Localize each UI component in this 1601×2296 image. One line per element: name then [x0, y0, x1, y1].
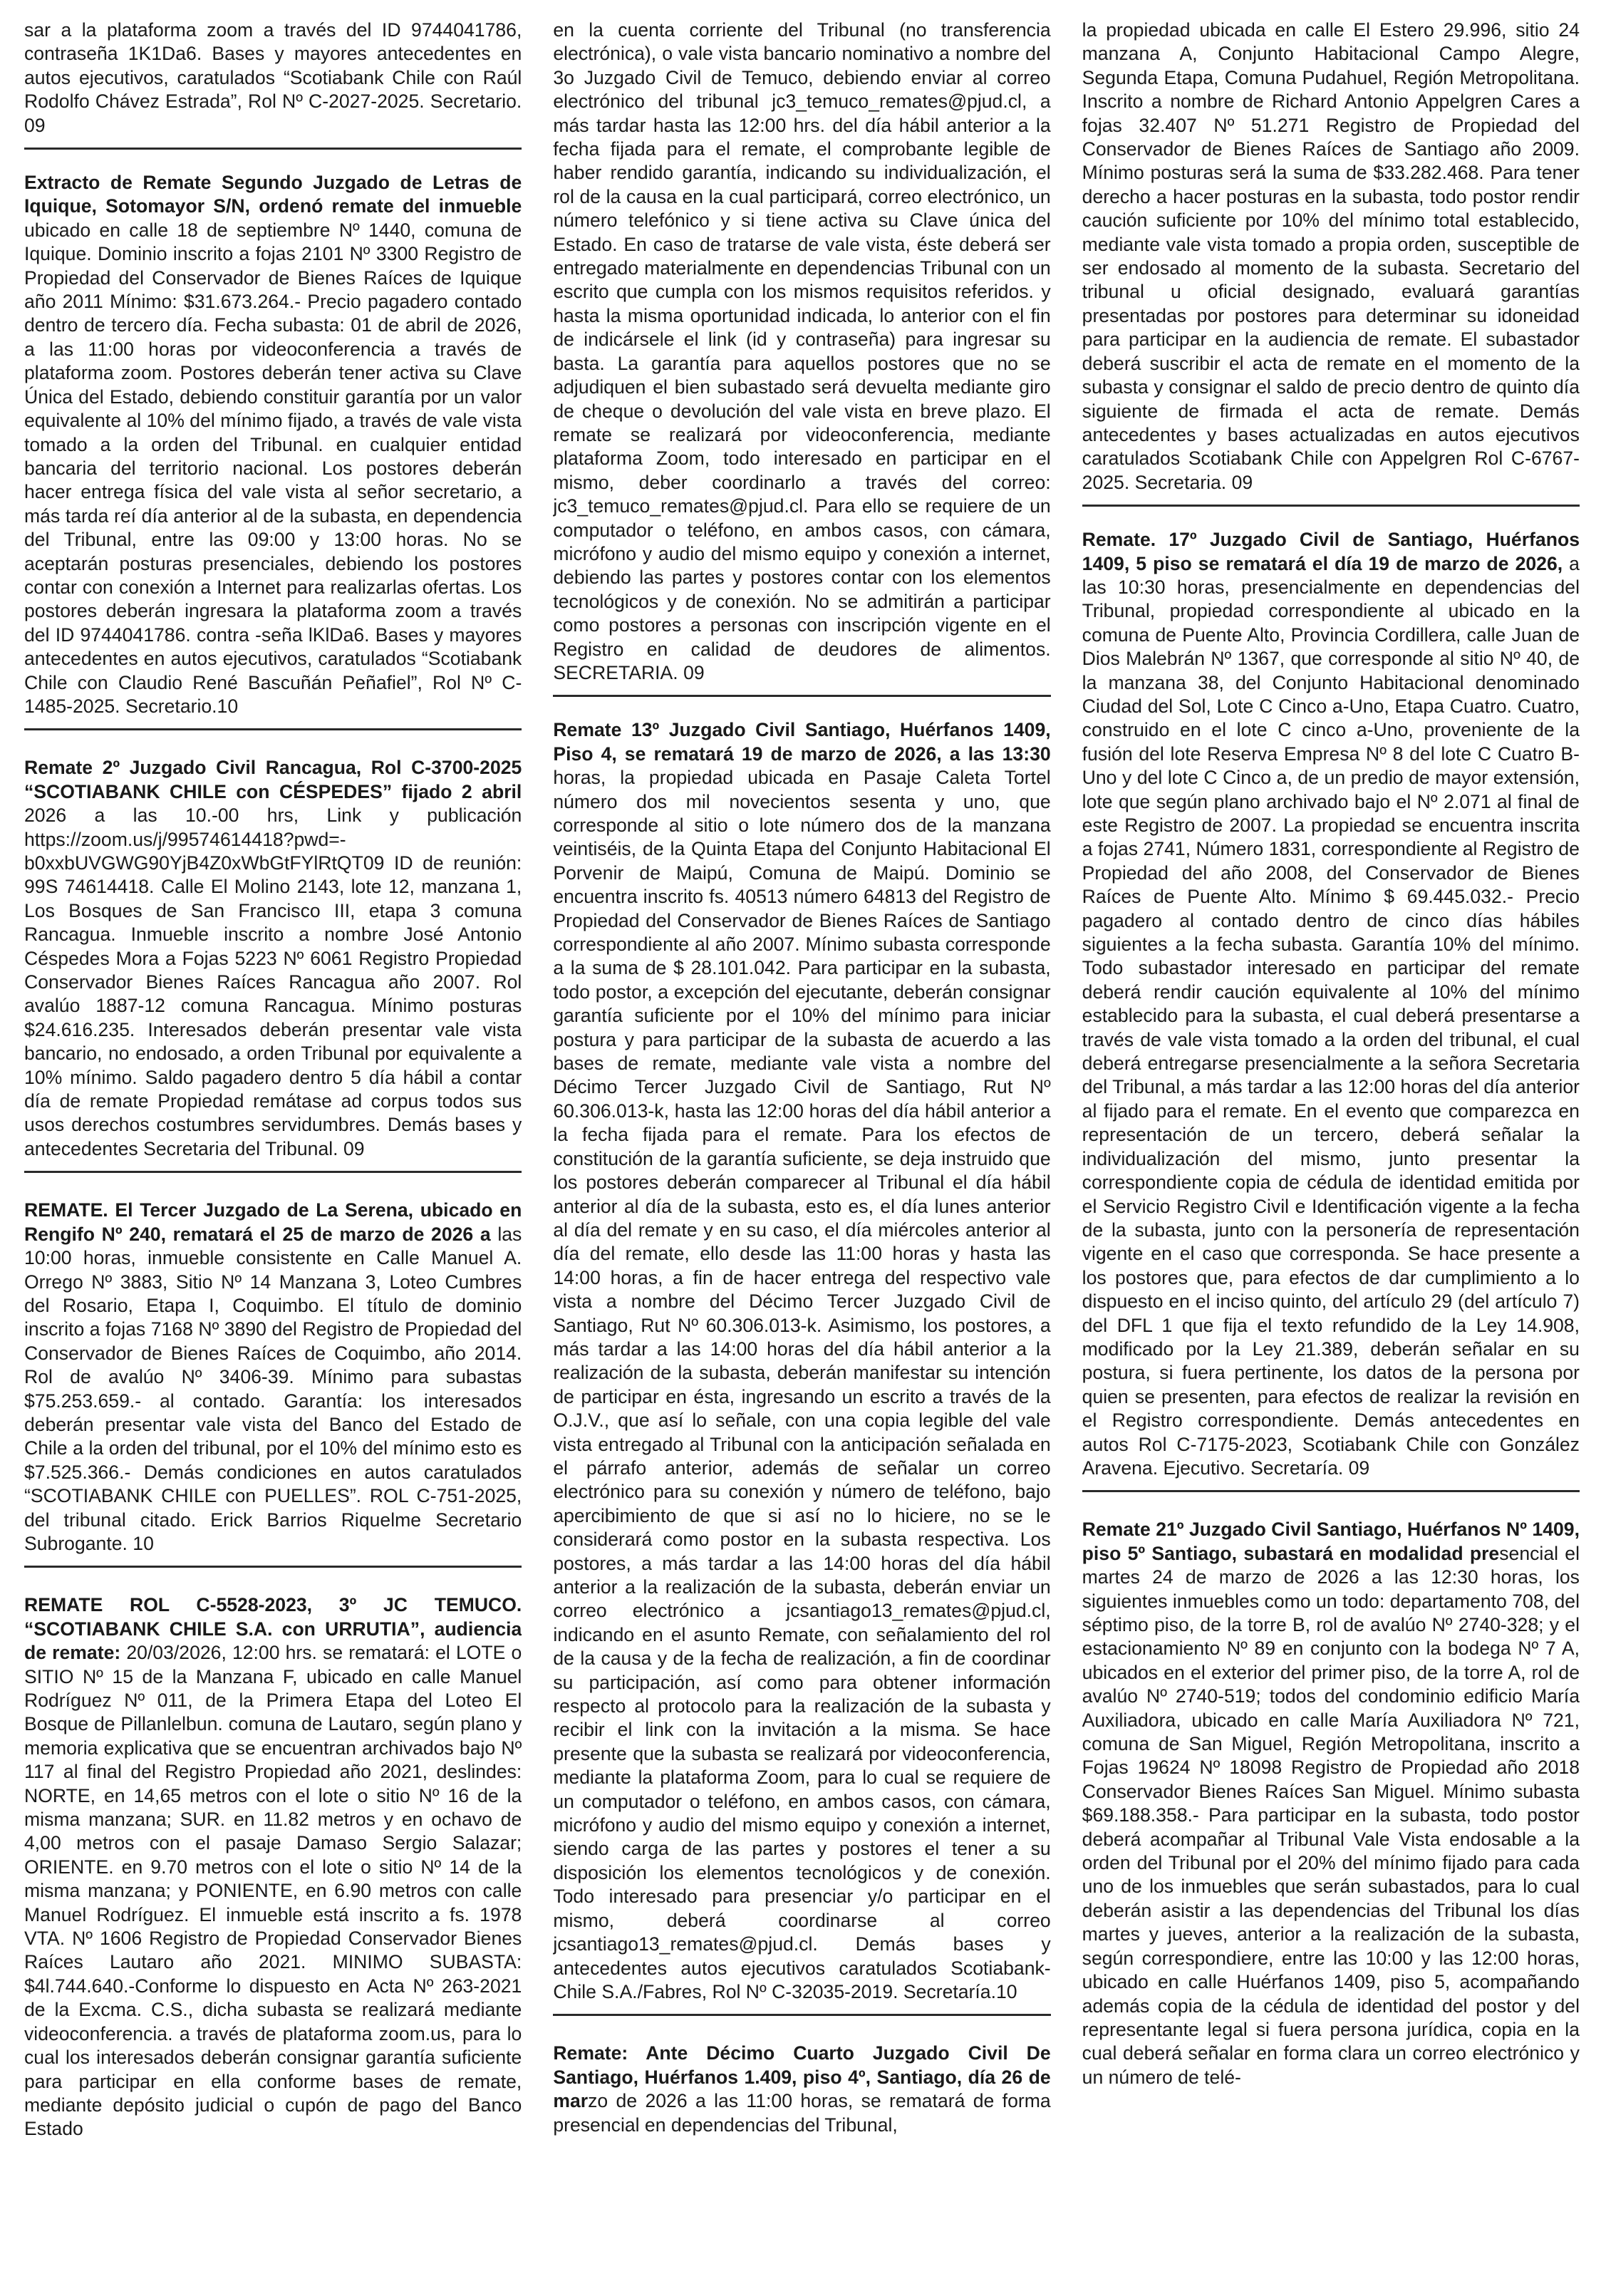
notice-body: a las 10:30 horas, presencialmente en dependencias del Tribunal, propiedad correspondiente al ubicado en la comuna de Puente Alto, Provincia Cordillera, calle Juan de Dios Malebrán Nº 1367, que corresponde al sitio Nº 40, de la manzana 38, del Conjunto Habitacional denominado Ciudad del Sol, Lote C Cinco a-Uno, Etapa Cuatro. Cuatro, construido en el lote C cinco a-Uno, proveniente de la fusión del lote Reserva Empresa Nº 8 del lote C Cuatro B-Uno y del lote C Cinco a, de un predio de mayor extensión, lote que según plano archivado bajo el Nº 2.071 al final de este Registro de 2007. La propiedad se encuentra inscrita a fojas 2741, Número 1831, correspondiente al Registro de Propiedad del año 2008, del Conservador de Bienes Raíces de Puente Alto. Mínimo $ 69.445.032.- Precio pagadero al contado dentro de cinco días hábiles siguientes a la fecha subasta. Garantía 10% del mínimo. Todo subastador interesado en participar del remate deberá rendir caución equivalente al 10% del mínimo establecido para la subasta, el cual deberá presentarse a través de vale vista tomado a la orden del tribunal, el cual deberá entregarse presencialmente a la señora Secretaria del Tribunal, a más tardar a las 12:00 horas del día anterior al fijado para el remate. En el evento que comparezca en representación de un tercero, deberá señalar la individualización del mismo, junto presentar la correspondiente copia de cédula de identidad emitida por el Servicio Registro Civil e Identificación vigente a la fecha de la subasta, junto con la personería de representación vigente en el caso que corresponda. Se hace presente a los postores que, para efectos de dar cumplimiento a lo dispuesto en el inciso quinto, del artículo 29 (del artículo 7) del DFL 1 que fija el texto refundido de la Ley 14.908, modificado por la Ley 21.389, deberán señalar en su postura, si fuera pertinente, los datos de la persona por quien se presenten, para efectos de realizar la revisión en el Registro correspondiente. Demás antecedentes en autos Rol C-7175-2023, Scotiabank Chile con González Aravena. Ejecutivo. Secretaría. 09	[1082, 552, 1580, 1479]
notice-continuation	[553, 19, 1050, 697]
notice-text	[24, 1593, 522, 2141]
column-3	[1082, 19, 1580, 2296]
notice-text	[24, 756, 522, 1161]
notice-body: 20/03/2026, 12:00 hrs. se rematará: el LOTE o SITIO Nº 15 de la Manzana F, ubicado en calle Manuel Rodríguez Nº 011, de la Primera Etapa del Loteo El Bosque de Pillanlelbun. comuna de Lautaro, según plano y memoria explicativa que se encuentran archivados bajo Nº 117 al final del Registro Propiedad año 2021, deslindes: NORTE, en 14,65 metros con el lote o sitio Nº 16 de la misma manzana; SUR. en 11.82 metros y en ochavo de 4,00 metros con el pasaje Damaso Sergio Salazar; ORIENTE. en 9.70 metros con el lote o sitio Nº 14 de la misma manzana; y PONIENTE, en 6.90 metros con calle Manuel Rodríguez. El inmueble está inscrito a fs. 1978 VTA. Nº 1606 Registro de Propiedad Conservador Bienes Raíces Lautaro año 2021. MINIMO SUBASTA: $4l.744.640.-Conforme lo dispuesto en Acta Nº 263-2021 de la Excma. C.S., dicha subasta se realizará mediante videoconferencia. a través de plataforma zoom.us, para lo cual los interesados deberán consignar garantía suficiente para participar en ella conforme bases de remate, mediante depósito judicial o cupón de pago del Banco Estado	[24, 1642, 522, 2140]
notice-heading: REMATE. El Tercer Juzgado de La Serena, ubicado en Rengifo Nº 240, rematará el 25 de marzo de 2026 a	[24, 1199, 522, 1245]
notice-continuation	[1082, 19, 1580, 507]
notice	[24, 1199, 522, 1568]
notice-heading: Extracto de Remate Segundo Juzgado de Letras de Iquique, Sotomayor S/N, ordenó remate del inmueble	[24, 172, 522, 217]
column-2	[553, 19, 1050, 2296]
notice-heading: Remate 13º Juzgado Civil Santiago, Huérfanos 1409, Piso 4, se rematará 19 de marzo de 2026, a las 13:30	[553, 719, 1051, 765]
notice-body: horas, la propiedad ubicada en Pasaje Caleta Tortel número dos mil novecientos sesenta y uno, que corresponde al sitio o lote número dos de la manzana veintiséis, de la Quinta Etapa del Conjunto Habitacional El Porvenir de Maipú, Comuna de Maipú. Dominio se encuentra inscrito fs. 40513 número 64813 del Registro de Propiedad del Conservador de Bienes Raíces de Santiago correspondiente al año 2007. Mínimo subasta corresponde a la suma de $ 28.101.042. Para participar en la subasta, todo postor, a excepción del ejecutante, deberán consignar garantía suficiente por el 10% del mínimo para iniciar postura y para participar de la subasta de acuerdo a las bases de remate, mediante vale vista a nombre del Décimo Tercer Juzgado Civil de Santiago, Rut Nº 60.306.013-k, hasta las 12:00 horas del día hábil anterior a la fecha fijada para el remate. Para los efectos de constitución de la garantía suficiente, se deja instruido que los postores deberán comparecer al Tribunal el día hábil anterior al día de la subasta, esto es, el día lunes anterior al día del remate y en su caso, el día miércoles anterior al día del remate, ello desde las 11:00 horas y hasta las 14:00 horas, a fin de hacer entrega del respectivo vale vista a nombre del Décimo Tercer Juzgado Civil de Santiago, Rut Nº 60.306.013-k. Asimismo, los postores, a más tardar a las 14:00 horas del día hábil anterior a la realización de la subasta, deberán manifestar su intención de participar en ésta, ingresando un escrito a través de la O.J.V., que así lo señale, con una copia legible del vale vista entregado al Tribunal con la anticipación señalada en el párrafo anterior, además de señalar un correo electrónico para su conexión y número de teléfono, bajo apercibimiento de que si así no lo hiciere, no se le considerará como postor en la subasta respectiva. Los postores, a más tardar a las 14:00 horas del día hábil anterior a la realización de la subasta, deberán enviar un correo electrónico a jcsantiago13_remates@pjud.cl, indicando en el asunto Remate, con señalamiento del rol de la causa y de la fecha de realización, a fin de coordinar su participación, así como para obtener información respecto al protocolo para la realización de la subasta y recibir el link con la invitación a la misma. Se hace presente que la subasta se realizará por videoconferencia, mediante la plataforma Zoom, para lo cual se requiere de un computador o teléfono, en ambos casos, con cámara, micrófono y audio del mismo equipo y conexión a internet, siendo carga de las partes y postores el tener a su disposición los elementos tecnológicos y de conexión. Todo interesado para presenciar y/o participar en el mismo, deberá coordinarse al correo jcsantiago13_remates@pjud.cl. Demás bases y antecedentes autos ejecutivos caratulados Scotiabank-Chile S.A./Fabres, Rol Nº C-32035-2019. Secretaría.10	[553, 767, 1051, 2002]
notice-body: 2026 a las 10.-00 hrs, Link y publicación https://zoom.us/j/99574614418?pwd=-b0xxbUVGWG90YjB4Z0xWbGtFYlRtQT09 ID de reunión: 99S 74614418. Calle El Molino 2143, lote 12, manzana 1, Los Bosques de San Francisco III, etapa 3 comuna Rancagua. Inmueble inscrito a nombre José Antonio Céspedes Mora a Fojas 5223 Nº 6061 Registro Propiedad Conservador Bienes Raíces Rancagua año 2007. Rol avalúo 1887-12 comuna Rancagua. Mínimo posturas $24.616.235. Interesados deberán presentar vale vista bancario, no endosado, a orden Tribunal por equivalente a 10% mínimo. Saldo pagadero dentro 5 día hábil a contar día de remate Propiedad remátase ad corpus todos sus usos derechos costumbres servidumbres. Demás bases y antecedentes Secretaria del Tribunal. 09	[24, 805, 522, 1159]
notice-text	[24, 171, 522, 718]
notice-heading: Remate 21º Juzgado Civil Santiago, Huérfanos Nº 1409, piso 5º Santiago, subastará en modalidad pre	[1082, 1519, 1580, 1564]
notice-body: ubicado en calle 18 de septiembre Nº 1440, comuna de Iquique. Dominio inscrito a fojas 2101 Nº 3300 Registro de Propiedad del Conservador de Bienes Raíces de Iquique año 2011 Mínimo: $31.673.264.- Precio pagadero contado dentro de tercero día. Fecha subasta: 01 de abril de 2026, a las 11:00 horas por videoconferencia a través de plataforma zoom. Postores deberán tener activa su Clave Única del Estado, debiendo constituir garantía por un valor equivalente al 10% del mínimo fijado, a través de vale vista tomado a la orden del Tribunal. en cualquier entidad bancaria del territorio nacional. Los postores deberán hacer entrega física del vale vista al señor secretario, a más tarda reí día anterior al de la subasta, en dependencia del Tribunal, entre las 09:00 y 13:00 horas. No se aceptarán posturas presenciales, debiendo los postores contar con conexión a Internet para realizarlas ofertas. Los postores deberán ingresara la plataforma zoom a través del ID 9744041786. contra -seña lKlDa6. Bases y mayores antecedentes en autos ejecutivos, caratulados “Scotiabank Chile con Claudio René Bascuñán Peñafiel”, Rol Nº C-1485-2025. Secretario.10	[24, 219, 522, 717]
notice-continuation	[24, 19, 522, 150]
notice-body: zo de 2026 a las 11:00 horas, se rematará de forma presencial en dependencias del Tribunal,	[553, 2090, 1051, 2136]
notice-heading: Remate 2º Juzgado Civil Rancagua, Rol C-3700-2025 “SCOTIABANK CHILE con CÉSPEDES” fijado 2 abril	[24, 757, 522, 802]
notice-text	[553, 718, 1050, 2004]
notice-heading: Remate: Ante Décimo Cuarto Juzgado Civil De Santiago, Huérfanos 1.409, piso 4º, Santiago, día 26 de mar	[553, 2042, 1051, 2112]
notice	[24, 756, 522, 1173]
notice-text	[24, 19, 522, 138]
notice	[553, 2042, 1050, 2147]
notice-text	[553, 2042, 1050, 2137]
notice-text	[553, 19, 1050, 685]
notice	[553, 718, 1050, 2016]
notice-text	[24, 1199, 522, 1556]
notice-body: sar a la plataforma zoom a través del ID 9744041786, contraseña 1K1Da6. Bases y mayores antecedentes en autos ejecutivos, caratulados “Scotiabank Chile con Raúl Rodolfo Chávez Estrada”, Rol Nº C-2027-2025. Secretario. 09	[24, 19, 522, 136]
notice-text	[1082, 19, 1580, 495]
notice-heading: REMATE ROL C-5528-2023, 3º JC TEMUCO. “SCOTIABANK CHILE S.A. con URRUTIA”, audiencia de remate:	[24, 1594, 522, 1664]
notice	[24, 1593, 522, 2151]
column-1	[24, 19, 522, 2296]
notice-heading: Remate. 17º Juzgado Civil de Santiago, Huérfanos 1409, 5 piso se rematará el día 19 de marzo de 2026,	[1082, 529, 1580, 574]
notice-text	[1082, 528, 1580, 1480]
notice	[24, 171, 522, 730]
notice	[1082, 528, 1580, 1492]
notice-body: sencial el martes 24 de marzo de 2026 a las 12:30 horas, los siguientes inmuebles como un todo: departamento 708, del séptimo piso, de la torre B, rol de avalúo Nº 2740-328; y el estacionamiento Nº 89 en conjunto con la bodega Nº 7 A, ubicados en el exterior del primer piso, de la torre A, rol de avalúo Nº 2740-519; todos del condominio edificio María Auxiliadora, ubicado en calle María Auxiliadora Nº 721, comuna de San Miguel, Región Metropolitana, inscrito a Fojas 19624 Nº 18098 Registro de Propiedad año 2018 Conservador Bienes Raíces San Miguel. Mínimo subasta $69.188.358.- Para participar en la subasta, todo postor deberá acompañar al Tribunal Vale Vista endosable a la orden del Tribunal por el 20% del mínimo fijado para cada uno de los inmuebles que serán subastados, para lo cual deberán asistir a las dependencias del Tribunal los días martes y jueves, anterior a la realización de la subasta, según correspondiere, entre las 10:00 y las 12:00 horas, ubicado en calle Huérfanos 1409, piso 5, acompañando además copia de la cédula de identidad del postor y del representante legal si fuera persona jurídica, copia en la cual deberá señalar en forma clara un correo electrónico y un número de telé-	[1082, 1542, 1580, 2088]
notice-body: la propiedad ubicada en calle El Estero 29.996, sitio 24 manzana A, Conjunto Habitacional Campo Alegre, Segunda Etapa, Comuna Pudahuel, Región Metropolitana. Inscrito a nombre de Richard Antonio Appelgren Cares a fojas 32.407 Nº 51.271 Registro de Propiedad del Conservador de Bienes Raíces de Santiago año 2009. Mínimo posturas será la suma de $33.282.468. Para tener derecho a hacer posturas en la subasta, todo postor rendir caución suficiente por 10% del mínimo total establecido, mediante vale vista tomado a propia orden, susceptible de ser endosado al momento de la subasta. Secretario del tribunal u oficial designado, evaluará garantías presentadas por postores para determinar su idoneidad para participar en la audiencia de remate. El subastador deberá suscribir el acta de remate en el momento de la subasta y consignar el saldo de precio dentro de quinto día siguiente de firmada el acta de remate. Demás antecedentes y bases actualizadas en autos ejecutivos caratulados Scotiabank Chile con Appelgren Rol C-6767-2025. Secretaria. 09	[1082, 19, 1580, 493]
notice-body: en la cuenta corriente del Tribunal (no transferencia electrónica), o vale vista bancario nominativo a nombre del 3o Juzgado Civil de Temuco, debiendo enviar al correo electrónico del tribunal jc3_temuco_remates@pjud.cl, a más tardar hasta las 12:00 hrs. del día hábil anterior a la fecha fijada para el remate, el comprobante legible de haber rendido garantía, indicando su individualización, el rol de la causa en la cual participará, correo electrónico, un número telefónico y si tiene activa su Clave única del Estado. En caso de tratarse de vale vista, éste deberá ser entregado materialmente en dependencias Tribunal con un escrito que cumpla con los mismos requisitos referidos. y hasta la misma oportunidad indicada, lo anterior con el fin de indicársele el link (id y contraseña) para ingresar su basta. La garantía para aquellos postores que no se adjudiquen el bien subastado será devuelta mediante giro de cheque o devolución del vale vista en breve plazo. El remate se realizará por videoconferencia, mediante plataforma Zoom, todo interesado en participar en el mismo, deber coordinarlo a través del correo: jc3_temuco_remates@pjud.cl. Para ello se requiere de un computador o teléfono, en ambos casos, con cámara, micrófono y audio del mismo equipo y conexión a internet, debiendo las partes y postores contar con los elementos tecnológicos y de conexión. No se admitirán a participar como postores a personas con inscripción vigente en el Registro en calidad de deudores de alimentos. SECRETARIA. 09	[553, 19, 1051, 683]
notice-text	[1082, 1518, 1580, 2089]
notice	[1082, 1518, 1580, 2099]
notice-body: las 10:00 horas, inmueble consistente en Calle Manuel A. Orrego Nº 3883, Sitio Nº 14 Manzana 3, Loteo Cumbres del Rosario, Etapa I, Coquimbo. El título de dominio inscrito a fojas 7168 Nº 3890 del Registro de Propiedad del Conservador de Bienes Raíces de Coquimbo, año 2014. Rol de avalúo Nº 3406-39. Mínimo para subastas $75.253.659.- al contado. Garantía: los interesados deberán presentar vale vista del Banco del Estado de Chile a la orden del tribunal, por el 10% del mínimo esto es $7.525.366.- Demás condiciones en autos caratulados “SCOTIABANK CHILE con PUELLES”. ROL C-751-2025, del tribunal citado. Erick Barrios Riquelme Secretario Subrogante. 10	[24, 1223, 522, 1554]
